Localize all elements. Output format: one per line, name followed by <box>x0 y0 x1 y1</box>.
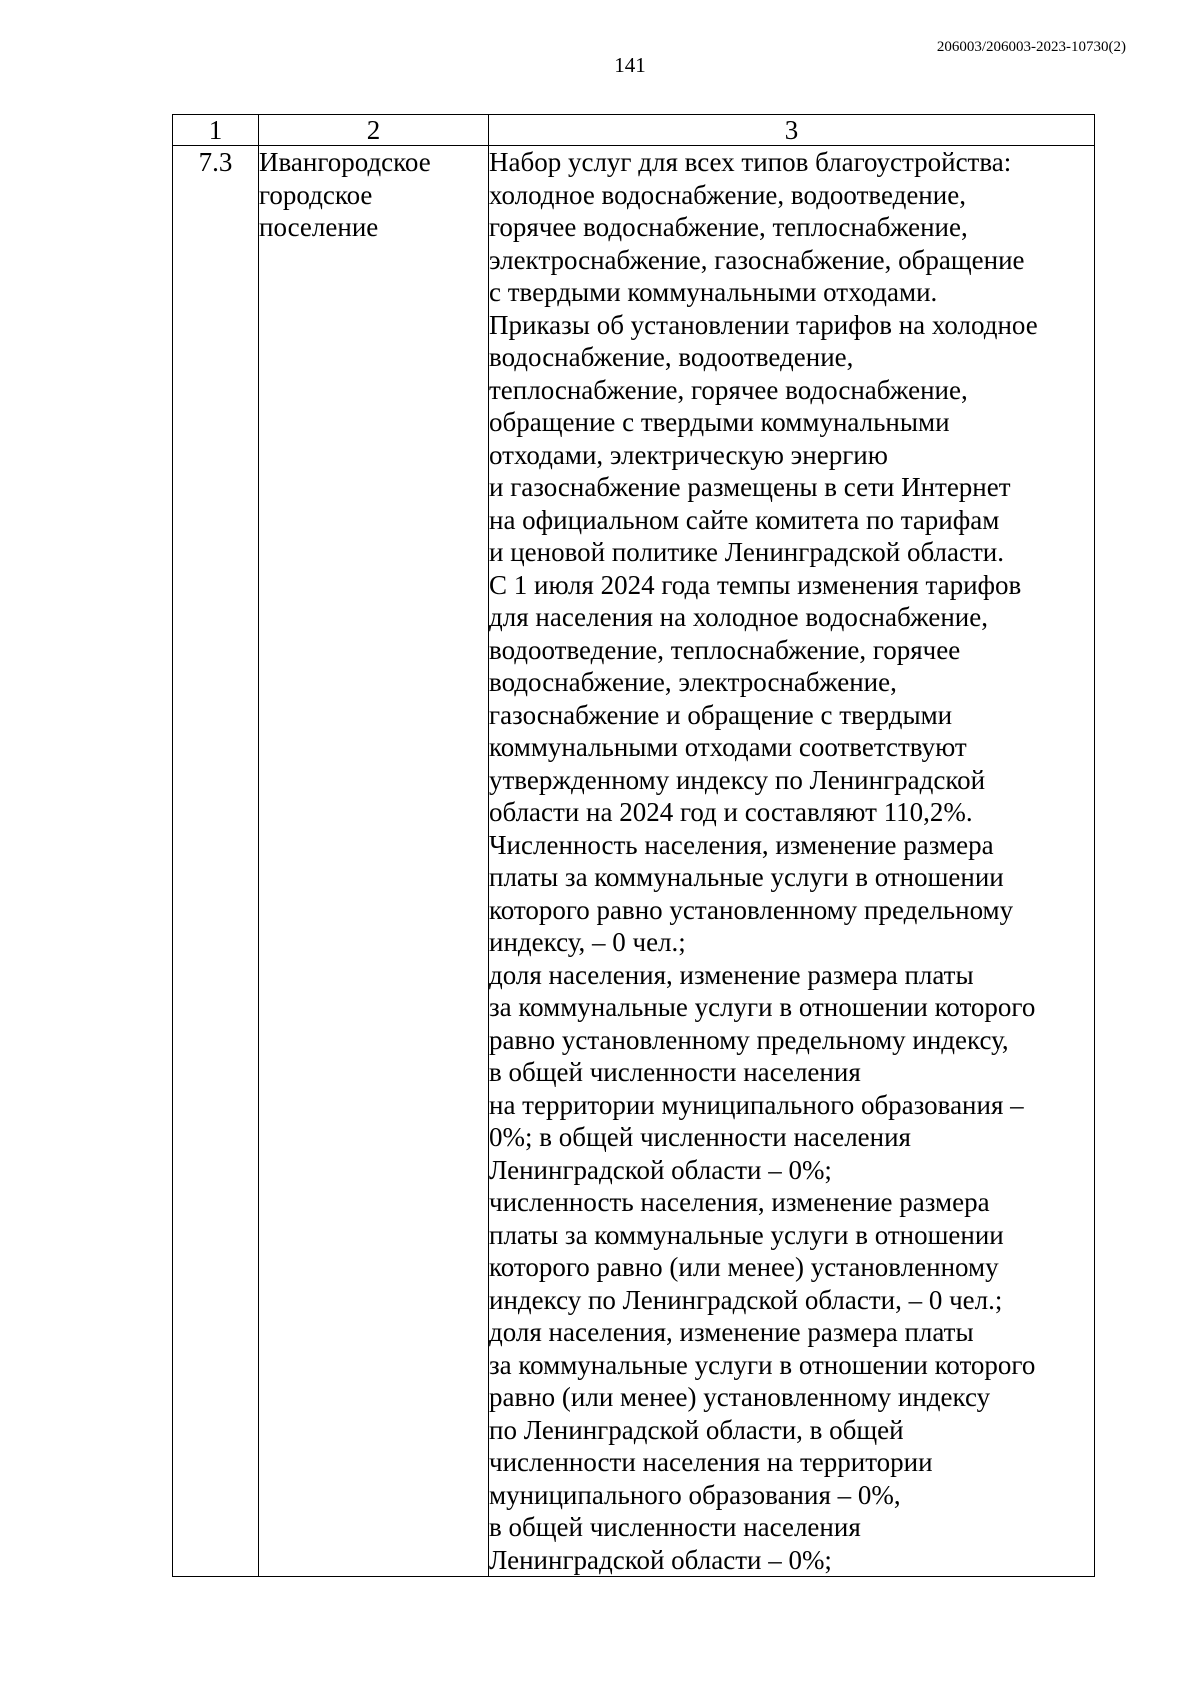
description-line: обращение с твердыми коммунальными <box>489 407 950 437</box>
description-line: индексу по Ленинградской области, – 0 чел.; <box>489 1284 1003 1315</box>
description-line: численность населения, изменение размера <box>489 1187 990 1217</box>
table-header-row <box>173 115 1095 146</box>
description-line: для населения на холодное водоснабжение, <box>489 602 988 632</box>
description-line: электроснабжение, газоснабжение, обращение <box>489 244 1025 275</box>
column-header-2: 2 <box>259 115 489 146</box>
description-line: Набор услуг для всех типов благоустройства: <box>489 147 1012 177</box>
row-number-cell: 7.3 <box>173 146 259 1577</box>
description-line: платы за коммунальные услуги в отношении <box>489 1219 1004 1250</box>
column-header-1: 1 <box>173 115 259 146</box>
description-line: газоснабжение и обращение с твердыми <box>489 699 953 730</box>
description-line: доля населения, изменение размера платы <box>489 1317 974 1347</box>
description-cell <box>489 146 1095 1577</box>
settlement-name-line: Ивангородское <box>259 147 431 177</box>
page-number <box>0 52 1200 78</box>
description-line: в общей численности населения <box>489 1512 861 1542</box>
description-line: и ценовой политике Ленинградской области. <box>489 537 1004 567</box>
description-line: которого равно (или менее) установленному <box>489 1252 999 1282</box>
description-line: в общей численности населения <box>489 1057 861 1087</box>
description-line: 0%; в общей численности населения <box>489 1122 911 1152</box>
settlement-name-line: городское <box>259 179 373 210</box>
settlement-name-line: поселение <box>259 212 379 242</box>
table-row <box>173 146 1095 1577</box>
description-line: на территории муниципального образования – <box>489 1089 1024 1120</box>
page-number-text: 141 <box>614 53 646 77</box>
description-line: за коммунальные услуги в отношении которого <box>489 992 1036 1022</box>
description-line: утвержденному индексу по Ленинградской <box>489 764 986 795</box>
description-line: Ленинградской области – 0%; <box>489 1154 832 1185</box>
description-line: коммунальными отходами соответствуют <box>489 732 967 762</box>
description-line: теплоснабжение, горячее водоснабжение, <box>489 374 968 405</box>
description-line: горячее водоснабжение, теплоснабжение, <box>489 212 968 242</box>
description-line: С 1 июля 2024 года темпы изменения тарифов <box>489 569 1022 600</box>
settlement-name-cell <box>259 146 489 1577</box>
description-line: по Ленинградской области, в общей <box>489 1414 904 1445</box>
description-line: Ленинградской области – 0%; <box>489 1544 832 1575</box>
description-line: индексу, – 0 чел.; <box>489 927 686 957</box>
description-line: на официальном сайте комитета по тарифам <box>489 504 1000 535</box>
description-line: численности населения на территории <box>489 1447 933 1477</box>
description-line: Численность населения, изменение размера <box>489 829 994 860</box>
column-header-3: 3 <box>489 115 1095 146</box>
description-line: области на 2024 год и составляют 110,2%. <box>489 797 973 827</box>
description-line: с твердыми коммунальными отходами. <box>489 277 938 307</box>
document-id: 206003/206003-2023-10730(2) <box>936 39 1126 55</box>
description-line: равно (или менее) установленному индексу <box>489 1382 991 1412</box>
main-table <box>172 114 1095 1577</box>
description-line: платы за коммунальные услуги в отношении <box>489 862 1004 892</box>
description-line: Приказы об установлении тарифов на холодное <box>489 309 1038 340</box>
description-line: равно установленному предельному индексу, <box>489 1024 1009 1055</box>
description-line: холодное водоснабжение, водоотведение, <box>489 179 966 210</box>
description-line: которого равно установленному предельному <box>489 894 1014 925</box>
description-line: водоотведение, теплоснабжение, горячее <box>489 634 961 665</box>
description-line: водоснабжение, электроснабжение, <box>489 667 897 697</box>
description-line: доля населения, изменение размера платы <box>489 959 974 990</box>
description-line: и газоснабжение размещены в сети Интернет <box>489 472 1011 502</box>
description-line: отходами, электрическую энергию <box>489 439 888 470</box>
description-line: муниципального образования – 0%, <box>489 1479 901 1510</box>
description-line: водоснабжение, водоотведение, <box>489 342 854 372</box>
description-line: за коммунальные услуги в отношении которого <box>489 1349 1036 1380</box>
